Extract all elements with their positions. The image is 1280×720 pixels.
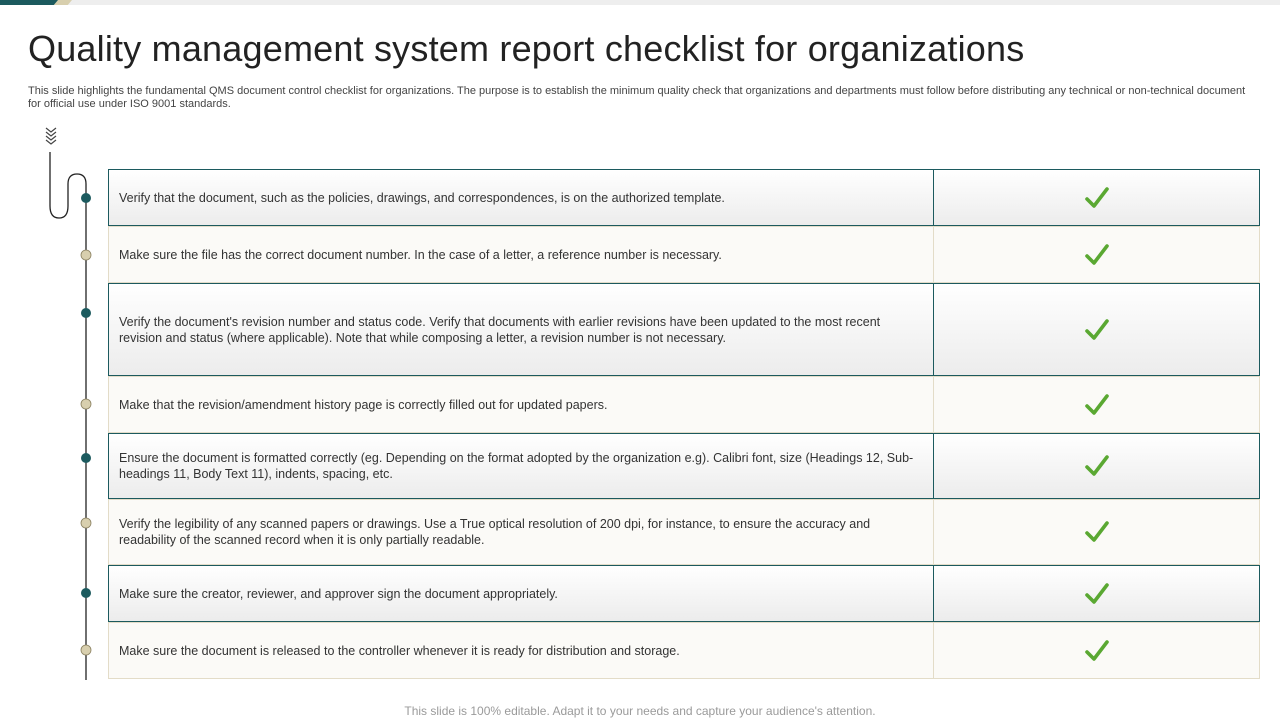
check-icon — [1084, 242, 1110, 268]
checklist-row — [108, 622, 1260, 679]
checklist-item-text: Make sure the file has the correct document number. In the case of a letter, a reference number is necessary. — [109, 227, 934, 282]
checklist-item-text: Make sure the creator, reviewer, and approver sign the document appropriately. — [109, 566, 934, 621]
check-icon — [1084, 581, 1110, 607]
checklist-table — [108, 169, 1260, 679]
checklist-item-text: Make sure the document is released to the controller whenever it is ready for distribution and storage. — [109, 623, 934, 678]
checklist-row — [108, 283, 1260, 376]
checklist-status-cell — [934, 623, 1259, 678]
timeline-dot — [81, 399, 91, 409]
check-icon — [1084, 185, 1110, 211]
check-icon — [1084, 519, 1110, 545]
checklist-row — [108, 433, 1260, 499]
timeline-dot — [81, 645, 91, 655]
slide-footer-note: This slide is 100% editable. Adapt it to your needs and capture your audience's attention. — [404, 704, 876, 718]
timeline-line — [50, 152, 86, 680]
timeline-dot — [81, 308, 91, 318]
top-bar — [0, 0, 1280, 5]
checklist-item-text: Verify that the document, such as the policies, drawings, and correspondences, is on the authorized template. — [109, 170, 934, 225]
checklist-item-text: Ensure the document is formatted correctly (eg. Depending on the format adopted by the organization e.g). Calibri font, size (Headings 12, Sub-headings 11, Body Text 11), indents, spacing, etc. — [109, 434, 934, 498]
timeline-dot — [81, 193, 91, 203]
checklist-status-cell — [934, 377, 1259, 432]
check-icon — [1084, 317, 1110, 343]
checklist-status-cell — [934, 566, 1259, 621]
checklist-status-cell — [934, 500, 1259, 564]
slide-subtitle: This slide highlights the fundamental QMS document control checklist for organizations. The purpose is to establish the minimum quality check that organizations and departments must follow before distributing any technical or non-technical document for official use under ISO 9001 standards. — [28, 85, 1246, 110]
timeline-dot — [81, 453, 91, 463]
check-icon — [1084, 453, 1110, 479]
checklist-row — [108, 376, 1260, 433]
timeline-dot — [81, 588, 91, 598]
timeline-dot — [81, 518, 91, 528]
check-icon — [1084, 638, 1110, 664]
checklist-row — [108, 226, 1260, 283]
checklist-item-text: Verify the document's revision number and status code. Verify that documents with earlier revisions have been updated to the most recent revision and status (where applicable). Note that while composing a letter, a revision number is not necessary. — [109, 284, 934, 375]
checklist-row — [108, 169, 1260, 226]
checklist-status-cell — [934, 170, 1259, 225]
checklist-row — [108, 499, 1260, 565]
checklist-status-cell — [934, 284, 1259, 375]
timeline — [44, 148, 104, 688]
check-icon — [1084, 392, 1110, 418]
checklist-row — [108, 565, 1260, 622]
timeline-dot — [81, 250, 91, 260]
checklist-item-text: Verify the legibility of any scanned papers or drawings. Use a True optical resolution of 200 dpi, for instance, to ensure the accuracy and readability of the scanned record when it is only partially readable. — [109, 500, 934, 564]
checklist-status-cell — [934, 227, 1259, 282]
top-accent-bar — [0, 0, 58, 5]
checklist-status-cell — [934, 434, 1259, 498]
slide-title: Quality management system report checklist for organizations — [28, 28, 1025, 69]
checklist-item-text: Make that the revision/amendment history page is correctly filled out for updated papers. — [109, 377, 934, 432]
